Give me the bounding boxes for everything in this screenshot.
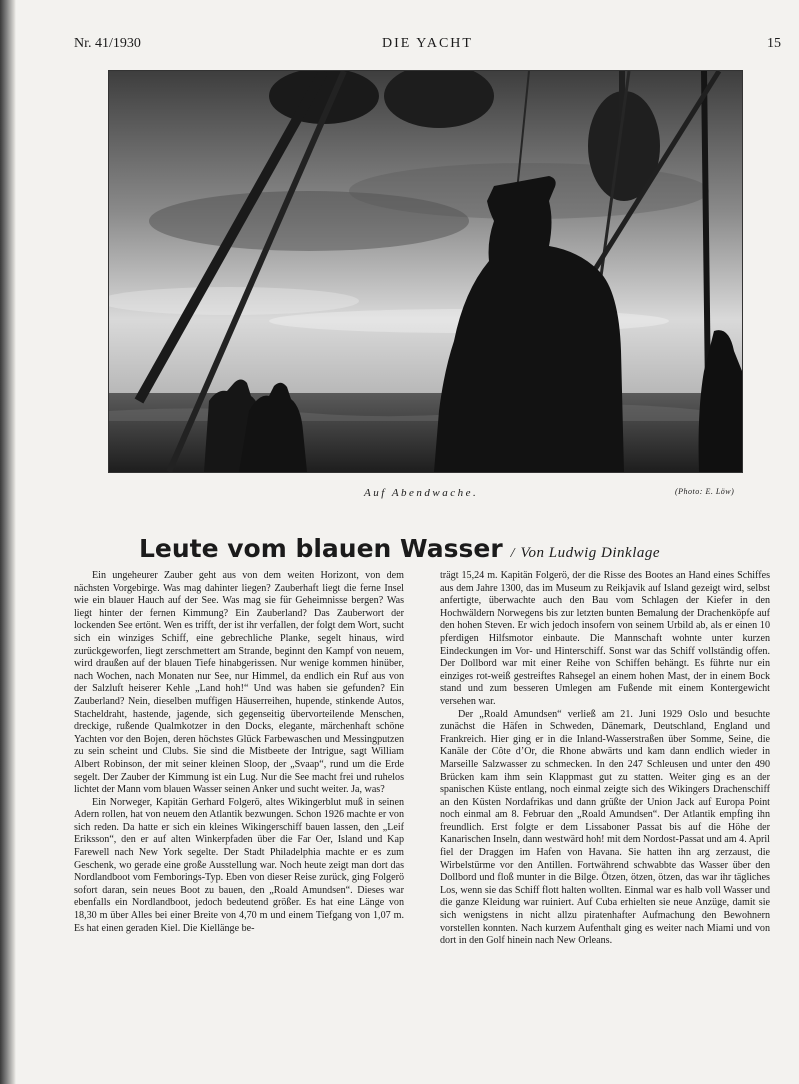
paragraph: trägt 15,24 m. Kapitän Folgerö, der die Risse des Bootes an Hand eines Schiffes aus dem Jahre 1300, das im Museum zu Reikjavik auf Island gezeigt wird, selbst anfertigte, überwachte auch den Bau vom Schlagen der Kiefer in den Hochwäldern Norwegens bis zur letzten bunten Bemalung der Drachenköpfe auf den hohen Steven. Er wich jedoch insofern von seinem Urbild ab, als er einen 10 pferdigen Hilfsmotor einbaute. Die Mannschaft wohnte unter kurzen Eindeckungen im Vor- und Hinterschiff. Sonst war das Schiff vollständig offen. Der Dollbord war mit einer Reihe von Schiffen behängt. Es führte nur ein einziges rot-weiß gestreiftes Rahsegel an einem hohen Mast, der in einem Bock stand und zum besseren Umlegen am Fußende mit einem Kontergewicht versehen war. — [440, 570, 770, 707]
article-title: Leute vom blauen Wasser — [138, 534, 503, 563]
photo-credit: (Photo: E. Löw) — [675, 487, 735, 496]
article-byline: Von Ludwig Dinklage — [520, 545, 661, 561]
page-number: 15 — [767, 36, 781, 51]
page-header — [74, 36, 781, 56]
article-photo — [108, 70, 743, 473]
article-heading — [0, 534, 799, 568]
left-column — [74, 570, 404, 935]
paragraph: Ein ungeheurer Zauber geht aus von dem weiten Horizont, von dem nächsten Vorgebirge. Was mag dahinter liegen? Zauberhaft liegt die ferne Insel wie ein blauer Hauch auf der See. Was mag sie für Geheimnisse bergen? Was liegt hinter der fernen Kimmung? Ein Zauberland? Das Zauberwort der lockenden See ertönt. Wen es trifft, der ist ihr verfallen, der folgt dem Wort, sucht sich ein winziges Schiff, eine gebrechliche Planke, segelt hinaus, wird zurückgeworfen, liegt zerschmettert am Strande, beginnt den Kampf von neuem, wird draußen auf der blauen Tiefe hinabgerissen. Nur wenige kommen hinüber, nach Wochen, nach Monaten nur See, nur Himmel, da endlich ein Ruf aus von der Salzluft heiserer Kehle „Land hoh!“ Und was haben sie gefunden? Ein Zauberland? Nein, dieselben muffigen Häuserreihen, hupende, stinkende Autos, Stacheldraht, hastende, jagende, sich gegenseitig übervorteilende Menschen, dreckige, rußende Qualmkotzer in den Docks, elegante, märchenhaft schöne Yachten vor den Bojen, deren höchstes Glück Farbewaschen und Messingputzen zu sein scheint und Clubs. Sie sind die Mistbeete der Intrigue, sagt William Albert Robinson, der mit seiner kleinen Sloop, der „Svaap“, rund um die Erde segelt. Der Zauber der Kimmung ist ein Lug. Nur die See macht frei und ruhelos lichtet der Mann vom blauen Wasser seinen Anker und sucht weiter. Ja, was? — [74, 570, 404, 796]
photo-caption: Auf Abendwache. — [364, 487, 479, 499]
title-separator: / — [510, 546, 515, 561]
paragraph: Ein Norweger, Kapitän Gerhard Folgerö, altes Wikingerblut muß in seinen Adern rollen, hat von neuem den Atlantik bezwungen. Schon 1926 machte er von sich reden. Da hatte er sich ein kleines Wikingerschiff bauen lassen, den „Leif Eriksson“, den er auf alten Winkerpfaden über die Far Oer, Island und Kap Farewell nach New York segelte. Der Stadt Philadelphia machte er es zum Geschenk, wo gerade eine große Ausstellung war. Noch heute zeigt man dort das Nordlandboot vom Femborings-Typ. Eben von dieser Reise zurück, ging Folgerö sofort daran, sein neues Boot zu bauen, den „Roald Amundsen“. Dieses war ebenfalls ein Nordlandboot, jedoch bedeutend größer. Es hat eine Länge von 18,30 m über Alles bei einer Breite von 4,70 m und einem Tiefgang von 1,07 m. Es hat einen geraden Kiel. Die Kiellänge be- — [74, 796, 404, 934]
right-column — [440, 570, 770, 948]
issue-number: Nr. 41/1930 — [74, 36, 141, 51]
magazine-title: DIE YACHT — [382, 36, 473, 51]
paragraph: Der „Roald Amundsen“ verließ am 21. Juni 1929 Oslo und besuchte zunächst die Häfen in Schweden, Dänemark, Deutschland, England und Frankreich. Hier ging er in die Inland-Wasserstraßen über Somme, Seine, die Kanäle der Côte d’Or, die Rhone abwärts und kam dann endlich wieder in Marseille Salzwasser zu schmecken. In den 247 Schleusen und unter den 490 Brücken kam ihm sein Klappmast gut zu statten. Weiter ging es an der spanischen Küste entlang, noch einmal zeigte sich des Wikingers Drachenschiff an den Küsten Nordafrikas und dann grüßte der Union Jack auf Europa Point noch einmal am 8. Februar den „Roald Amundsen“. Der Atlantik empfing ihn freundlich. Erst folgte er dem Lissaboner Passat bis auf die Höhe der Kanarischen Inseln, dann westwärd hoh! mit dem Nordost-Passat und am 4. April fiel der Draggen im Hafen von Havana. Sie hatten ihn arg zerzaust, die Wirbelstürme vor den Antillen. Fortwährend schwabbte das Wasser über den Dollbord und floß munter in die Bilge. Ötzen, ötzen, ötzen, das war ihr tägliches Los, wenn sie das Schiff flott halten wollten. Einmal war es halb voll Wasser und die ganze Kleidung war ruiniert. Auf Cuba erhielten sie neue Anzüge, damit sie sich wenigstens in nicht allzu piratenhafter Aufmachung den Bewohnern vorstellen konnten. Nach kurzem Aufenthalt ging es weiter nach Miami und von dort in den Golf hinein nach New Orleans. — [440, 708, 770, 947]
